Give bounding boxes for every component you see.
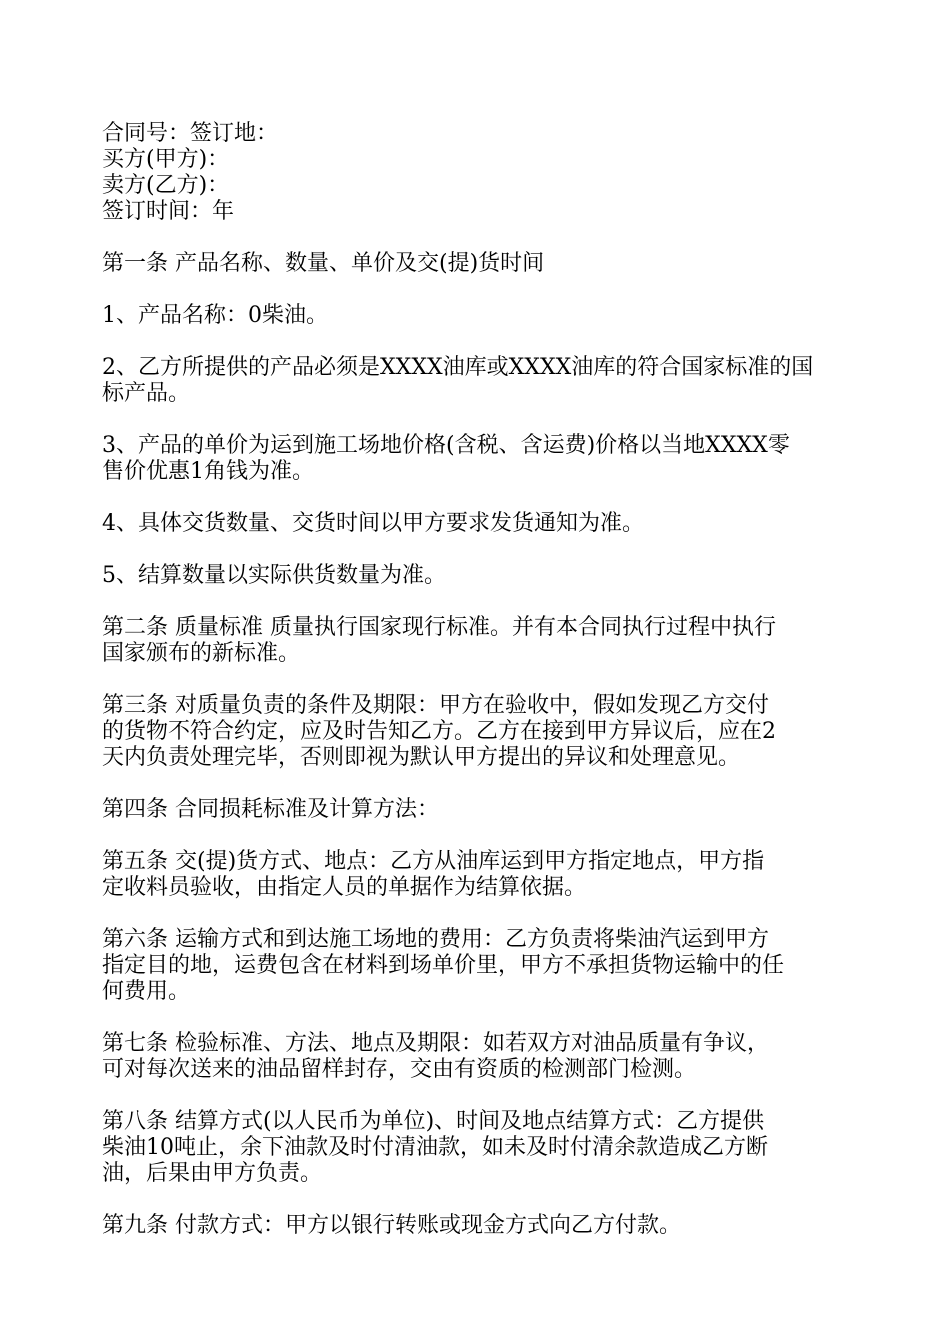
clause-6-line-2: 指定目的地，运费包含在材料到场单价里，甲方不承担货物运输中的任 xyxy=(102,953,785,978)
clause-2 xyxy=(102,615,862,667)
clause-1-title: 第一条 产品名称、数量、单价及交(提)货时间 xyxy=(102,251,545,276)
clause-5-line-2: 定收料员验收，由指定人员的单据作为结算依据。 xyxy=(102,875,587,900)
clause-1-item-4: 4、具体交货数量、交货时间以甲方要求发货通知为准。 xyxy=(102,511,644,536)
clause-7-line-1: 第七条 检验标准、方法、地点及期限：如若双方对油品质量有争议， xyxy=(102,1031,769,1056)
clause-1-item-2-line-2: 标产品。 xyxy=(102,381,191,406)
contract-body xyxy=(102,121,862,1239)
seller-line: 卖方(乙方)： xyxy=(102,173,230,198)
clause-5 xyxy=(102,849,862,901)
clause-8-line-3: 油，后果由甲方负责。 xyxy=(102,1161,323,1186)
contract-number-line: 合同号：签订地： xyxy=(102,121,279,146)
clause-7 xyxy=(102,1031,862,1083)
clause-4: 第四条 合同损耗标准及计算方法： xyxy=(102,797,439,822)
clause-2-line-2: 国家颁布的新标准。 xyxy=(102,641,301,666)
clause-7-line-2: 可对每次送来的油品留样封存，交由有资质的检测部门检测。 xyxy=(102,1057,697,1082)
clause-9: 第九条 付款方式：甲方以银行转账或现金方式向乙方付款。 xyxy=(102,1213,681,1238)
clause-1-item-2 xyxy=(102,355,862,407)
clause-1-item-1: 1、产品名称：0柴油。 xyxy=(102,303,328,328)
clause-1-item-5: 5、结算数量以实际供货数量为准。 xyxy=(102,563,446,588)
clause-8 xyxy=(102,1109,862,1187)
clause-6-line-3: 何费用。 xyxy=(102,979,191,1004)
clause-1-item-2-line-1: 2、乙方所提供的产品必须是XXXX油库或XXXX油库的符合国家标准的国 xyxy=(102,355,814,380)
clause-6-line-1: 第六条 运输方式和到达施工场地的费用：乙方负责将柴油汽运到甲方 xyxy=(102,927,769,952)
clause-5-line-1: 第五条 交(提)货方式、地点：乙方从油库运到甲方指定地点，甲方指 xyxy=(102,849,765,874)
clause-3 xyxy=(102,693,862,771)
clause-1-item-3 xyxy=(102,433,862,485)
clause-1-item-3-line-2: 售价优惠1角钱为准。 xyxy=(102,459,314,484)
clause-3-line-1: 第三条 对质量负责的条件及期限：甲方在验收中，假如发现乙方交付 xyxy=(102,693,769,718)
clause-8-line-1: 第八条 结算方式(以人民币为单位)、时间及地点结算方式：乙方提供 xyxy=(102,1109,765,1134)
buyer-line: 买方(甲方)： xyxy=(102,147,230,172)
signing-date-line: 签订时间：年 xyxy=(102,199,235,224)
clause-6 xyxy=(102,927,862,1005)
clause-3-line-3: 天内负责处理完毕，否则即视为默认甲方提出的异议和处理意见。 xyxy=(102,745,741,770)
clause-8-line-2: 柴油10吨止，余下油款及时付清油款，如未及时付清余款造成乙方断 xyxy=(102,1135,768,1160)
clause-3-line-2: 的货物不符合约定，应及时告知乙方。乙方在接到甲方异议后，应在2 xyxy=(102,719,776,744)
clause-1-item-3-line-1: 3、产品的单价为运到施工场地价格(含税、含运费)价格以当地XXXX零 xyxy=(102,433,790,458)
clause-2-line-1: 第二条 质量标准 质量执行国家现行标准。并有本合同执行过程中执行 xyxy=(102,615,776,640)
